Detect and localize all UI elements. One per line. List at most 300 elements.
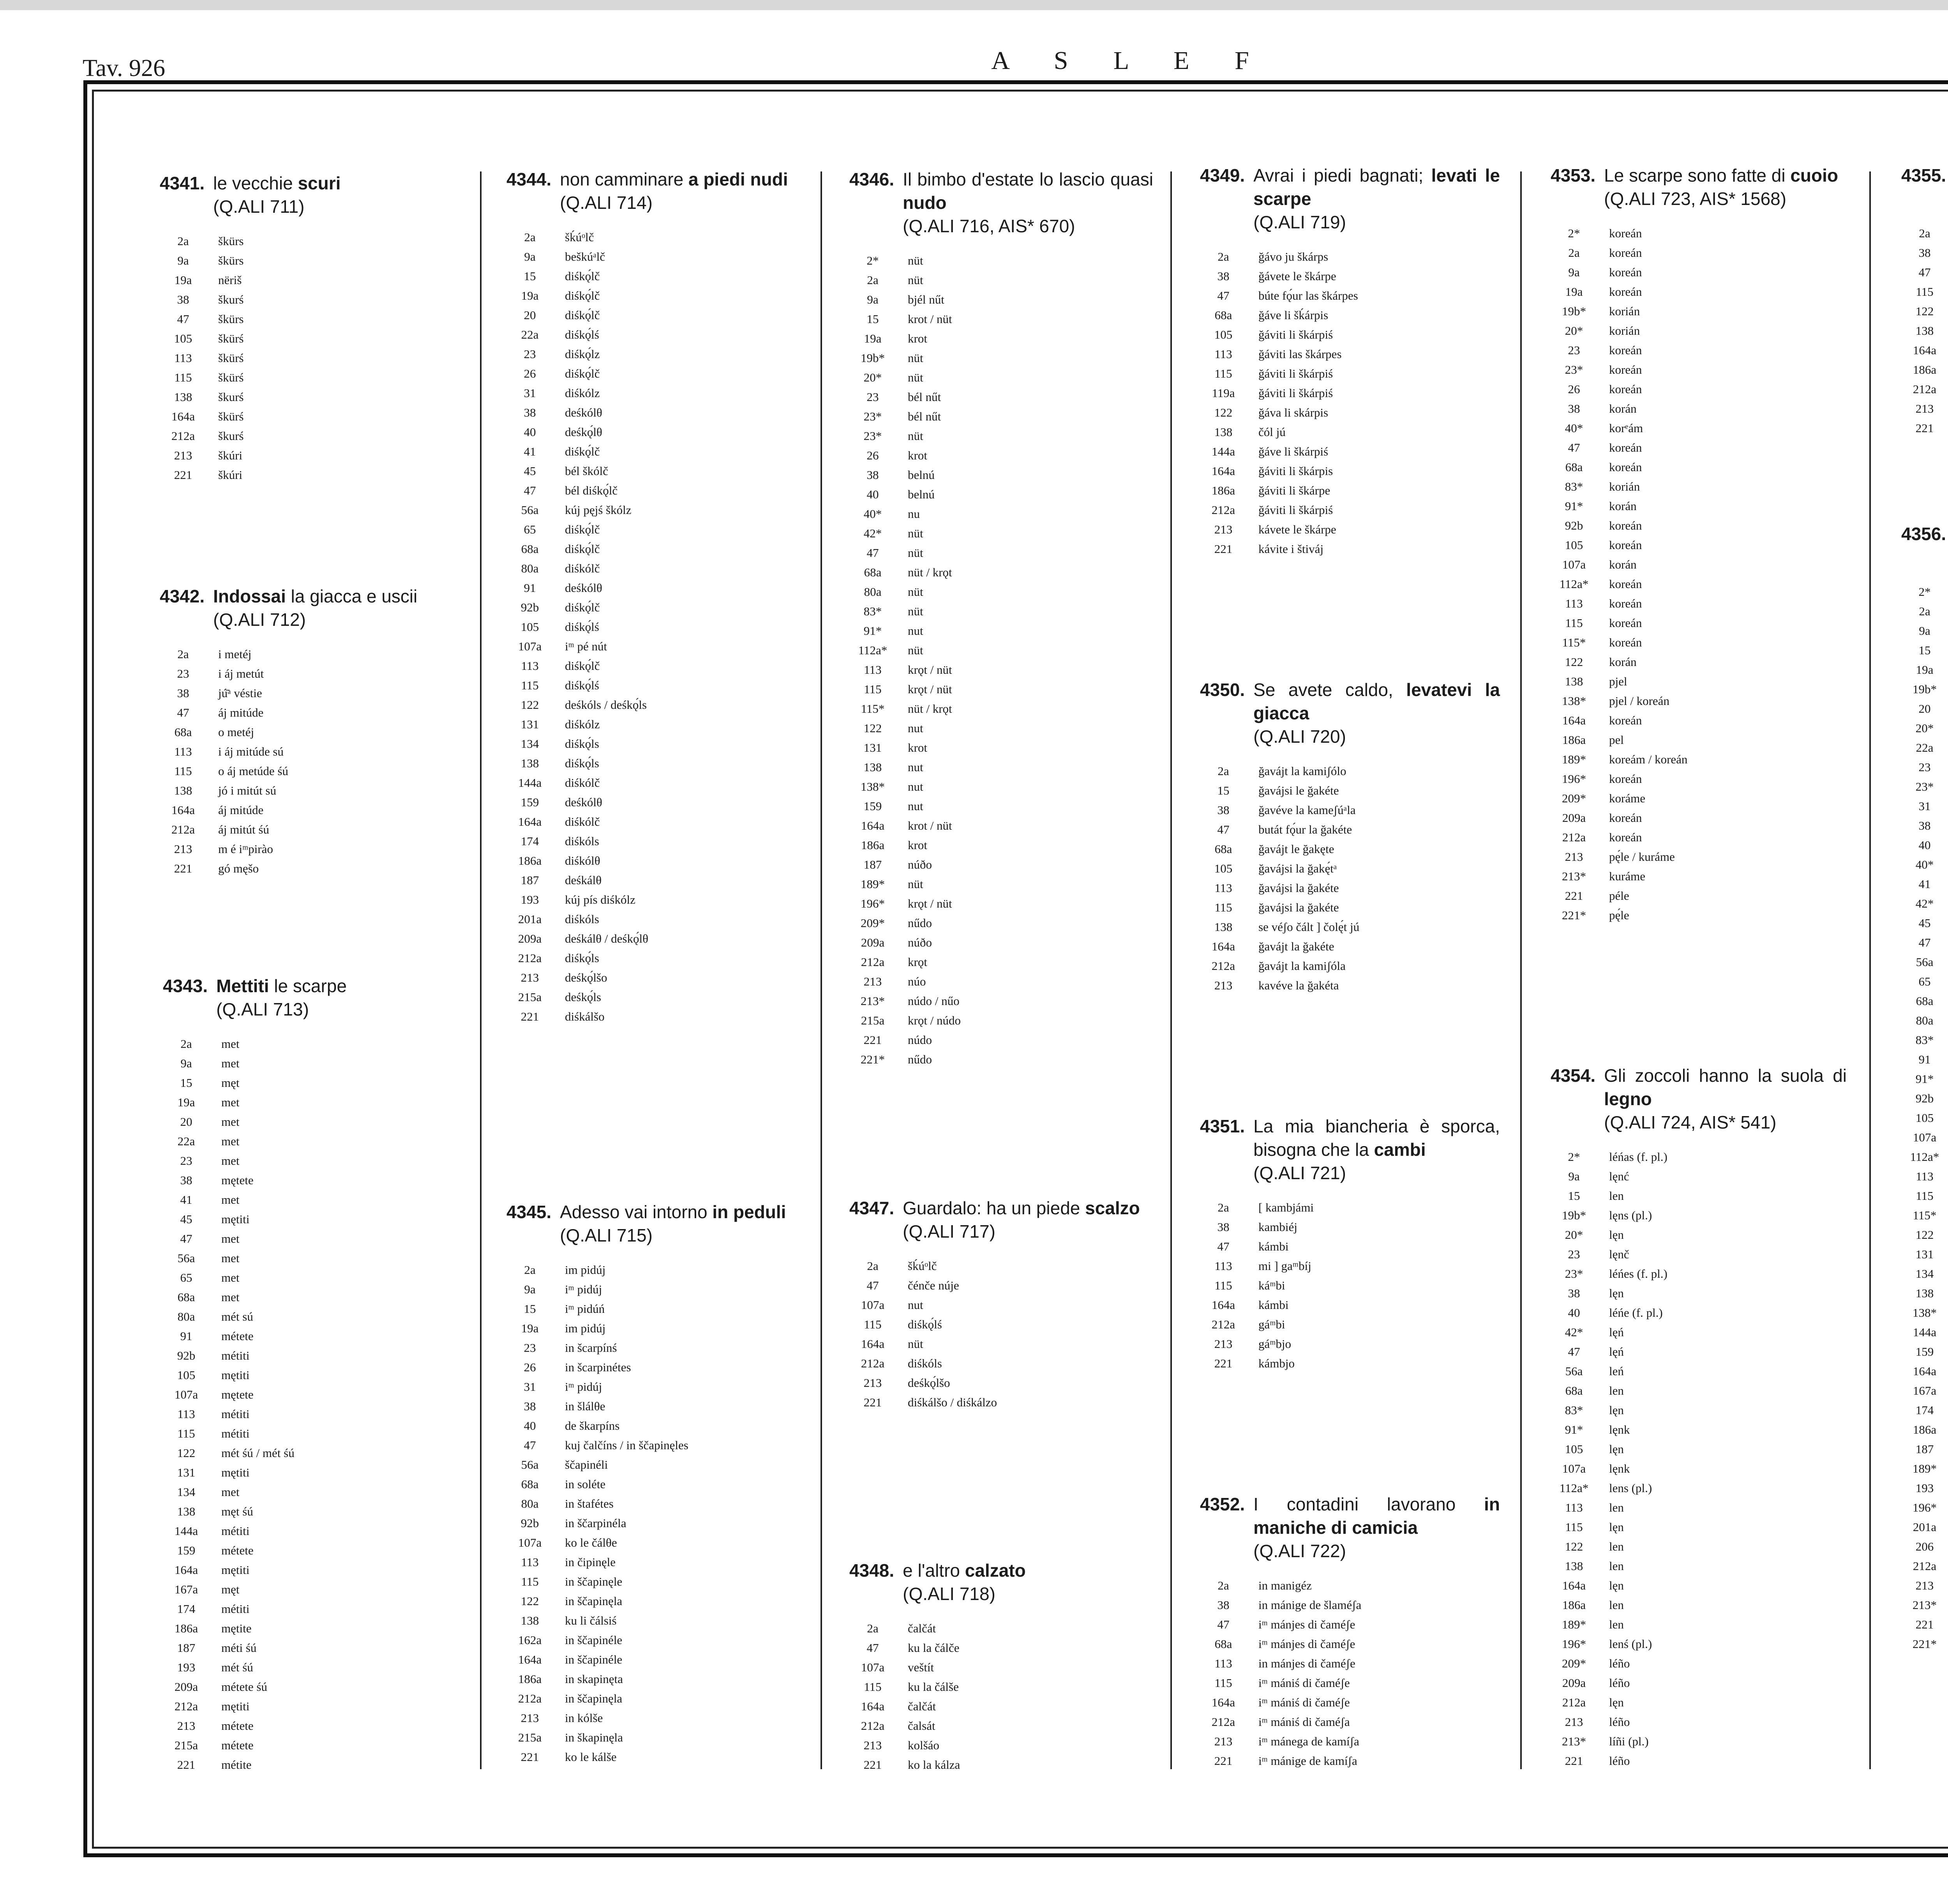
sentence-part: Mettiti <box>216 976 269 996</box>
site-code: 221 <box>521 1750 539 1764</box>
response-row <box>849 368 1153 387</box>
site-code: 47 <box>1217 1240 1230 1253</box>
dialect-form: nüt <box>908 585 923 599</box>
site-code: 2a <box>524 230 536 244</box>
dialect-form: in mánjes di čaméʃe <box>1258 1657 1355 1670</box>
response-row <box>163 1482 447 1502</box>
response-row <box>1551 1186 1847 1206</box>
dialect-form: koreán <box>1609 460 1642 474</box>
response-row <box>849 387 1153 407</box>
site-code: 213 <box>1565 850 1583 864</box>
response-row <box>1551 1673 1847 1693</box>
response-row <box>849 835 1153 855</box>
site-code: 38 <box>1217 803 1230 817</box>
site-code: 19a <box>177 1095 195 1109</box>
site-code: 115 <box>1214 367 1232 380</box>
site-code: 213* <box>1562 1734 1586 1748</box>
site-code: 47 <box>1217 289 1230 302</box>
response-row <box>1200 1295 1500 1315</box>
response-row <box>1551 1167 1847 1186</box>
column-divider <box>480 171 482 1769</box>
site-code: 20* <box>1565 1228 1583 1242</box>
response-row <box>1200 956 1500 976</box>
site-code: 2* <box>866 254 879 267</box>
response-row <box>506 520 803 539</box>
response-row <box>1901 1303 1948 1323</box>
site-code: 68a <box>1565 460 1583 474</box>
dialect-form: léńas (f. pl.) <box>1609 1150 1667 1164</box>
response-row <box>1901 1167 1948 1186</box>
dialect-form: iᵐ mániś di čaméʃa <box>1258 1715 1350 1729</box>
site-code: 42* <box>1915 897 1934 910</box>
site-code: 115 <box>1916 1189 1934 1203</box>
site-code: 138 <box>1915 1286 1934 1300</box>
site-code: 164a <box>1211 464 1235 478</box>
dialect-form: bél diśkǫ́lč <box>565 484 618 497</box>
response-row <box>1551 1323 1847 1342</box>
site-code: 189* <box>1562 1618 1586 1631</box>
site-code: 159 <box>863 799 882 813</box>
dialect-form: krǫt / nüt <box>908 897 952 910</box>
dialect-form: lęn <box>1609 1520 1624 1534</box>
dialect-form: ščapinéli <box>565 1458 608 1471</box>
response-row <box>1551 496 1847 516</box>
response-row <box>1901 1030 1948 1050</box>
site-code: 91* <box>1565 499 1583 513</box>
dialect-form: núdo <box>908 1033 932 1047</box>
entry-number: 4352. <box>1200 1494 1245 1514</box>
site-code: 26 <box>524 1360 536 1374</box>
response-row <box>1901 1362 1948 1381</box>
response-row <box>849 563 1153 582</box>
response-row <box>506 1728 803 1747</box>
dialect-form: [ kambjámi <box>1258 1201 1314 1214</box>
site-code: 215a <box>174 1738 198 1752</box>
site-code: 213 <box>1915 402 1934 415</box>
dialect-form: diśkǫ́lč <box>565 523 600 536</box>
site-code: 113 <box>1916 1169 1934 1183</box>
dialect-form: léńes (f. pl.) <box>1609 1267 1667 1281</box>
dialect-form: nut <box>908 780 923 793</box>
site-code: 122 <box>521 1594 539 1608</box>
site-code: 47 <box>1217 1618 1230 1631</box>
site-code: 212a <box>861 1356 885 1370</box>
site-code: 56a <box>177 1251 195 1265</box>
response-row <box>506 1708 803 1728</box>
response-row <box>163 1132 447 1151</box>
response-row <box>1901 991 1948 1011</box>
site-code: 20* <box>1915 721 1934 735</box>
dialect-form: koreán <box>1609 636 1642 649</box>
site-code: 23 <box>1918 760 1931 774</box>
site-code: 105 <box>521 620 539 634</box>
site-code: 138 <box>521 756 539 770</box>
response-row <box>160 251 444 270</box>
site-code: 105 <box>1214 328 1233 341</box>
site-code: 9a <box>180 1056 192 1070</box>
site-code: 47 <box>524 484 536 497</box>
response-row <box>1901 758 1948 777</box>
site-code: 201a <box>1913 1520 1937 1534</box>
site-code: 138 <box>174 390 192 404</box>
dialect-form: métiti <box>221 1602 250 1616</box>
site-code: 68a <box>1214 308 1232 322</box>
dialect-form: ko le čálθe <box>565 1536 617 1549</box>
site-code: 38 <box>1918 246 1931 260</box>
dialect-form: áj mitút śú <box>218 823 269 836</box>
entry-header <box>1901 522 1948 569</box>
site-code: 144a <box>1913 1325 1937 1339</box>
response-row <box>163 1229 447 1249</box>
dialect-form: koreán <box>1609 714 1642 727</box>
sentence-part: nudo <box>903 193 947 213</box>
site-code: 209a <box>518 932 542 945</box>
dialect-form: koráme <box>1609 791 1645 805</box>
entry-number: 4346. <box>849 169 895 189</box>
entry-sentence <box>903 168 1153 238</box>
dialect-form: korᵉám <box>1609 421 1643 435</box>
site-code: 115 <box>174 371 192 384</box>
response-row <box>1551 1732 1847 1751</box>
dialect-form: métete <box>221 1719 254 1733</box>
response-row <box>160 290 444 309</box>
site-code: 221 <box>1915 421 1934 435</box>
site-code: 107a <box>518 639 542 653</box>
response-row <box>1551 1498 1847 1517</box>
entry-number: 4350. <box>1200 680 1245 700</box>
entry-4353 <box>1551 164 1847 925</box>
site-code: 2a <box>177 234 189 248</box>
dialect-form: škürs <box>218 254 244 267</box>
response-row <box>163 1658 447 1677</box>
response-row <box>1901 1245 1948 1264</box>
site-code: 119a <box>1212 386 1235 400</box>
dialect-form: korán <box>1609 402 1637 415</box>
dialect-form: deśkǫ́lθ <box>565 425 602 439</box>
dialect-form: čénče núje <box>908 1279 959 1292</box>
response-row <box>1200 364 1500 383</box>
site-code: 2* <box>1918 585 1931 599</box>
site-code: 38 <box>1217 1220 1230 1234</box>
responses-list <box>1200 761 1500 995</box>
dialect-form: beškúᵃlč <box>565 250 605 263</box>
response-row <box>1200 898 1500 917</box>
response-row <box>849 855 1153 874</box>
dialect-form: krot / nüt <box>908 312 952 326</box>
dialect-form: kávete le škárpe <box>1258 523 1336 536</box>
response-row <box>1551 1634 1847 1654</box>
response-row <box>506 1669 803 1689</box>
response-row <box>1551 1264 1847 1284</box>
site-code: 164a <box>518 815 542 828</box>
response-row <box>160 722 444 742</box>
dialect-form: ğavájsi le ğakéte <box>1258 784 1339 797</box>
site-code: 26 <box>866 449 879 462</box>
response-row <box>160 703 444 722</box>
site-code: 144a <box>174 1524 198 1538</box>
site-code: 212a <box>518 951 542 965</box>
site-code: 47 <box>1918 936 1931 949</box>
site-code: 174 <box>521 834 539 848</box>
site-code: 138 <box>1565 1559 1583 1573</box>
response-row <box>1200 1217 1500 1237</box>
site-code: 2a <box>867 1259 879 1273</box>
response-row <box>506 559 803 578</box>
response-row <box>1551 1420 1847 1439</box>
response-row <box>1901 341 1948 360</box>
response-row <box>1551 1654 1847 1673</box>
response-row <box>1901 1128 1948 1147</box>
responses-list <box>506 1260 803 1767</box>
dialect-form: koreán <box>1609 597 1642 610</box>
site-code: 47 <box>524 1438 536 1452</box>
site-code: 107a <box>174 1388 198 1401</box>
dialect-form: métiti <box>221 1427 250 1440</box>
dialect-form: núðo <box>908 858 932 871</box>
site-code: 26 <box>524 367 536 380</box>
site-code: 80a <box>521 1497 539 1510</box>
dialect-form: diśkǫ́lś <box>565 328 599 341</box>
dialect-form: im pidúj <box>565 1321 606 1335</box>
dialect-form: lęnć <box>1609 1169 1629 1183</box>
response-row <box>1901 1478 1948 1498</box>
dialect-form: iᵐ pé nút <box>565 639 607 653</box>
site-code: 107a <box>518 1536 542 1549</box>
column-divider <box>1170 171 1172 1769</box>
response-row <box>163 1736 447 1755</box>
dialect-form: škürs <box>218 234 244 248</box>
dialect-form: núo <box>908 975 926 988</box>
site-code: 83* <box>1565 480 1583 493</box>
dialect-form: káᵐbi <box>1258 1279 1285 1292</box>
site-code: 115 <box>521 678 539 692</box>
site-code: 213* <box>861 994 885 1008</box>
dialect-form: diśkǫ́lč <box>565 269 600 283</box>
dialect-form: škürś <box>218 371 244 384</box>
dialect-form: škürś <box>218 351 244 365</box>
response-row <box>849 972 1153 991</box>
site-code: 212a <box>861 955 885 969</box>
response-row <box>506 832 803 851</box>
responses-list <box>160 231 444 485</box>
site-code: 213 <box>177 1719 196 1733</box>
response-row <box>506 948 803 968</box>
dialect-form: in kólše <box>565 1711 603 1725</box>
response-row <box>1551 263 1847 282</box>
response-row <box>1551 633 1847 652</box>
site-code: 144a <box>518 776 542 790</box>
response-row <box>160 742 444 761</box>
entry-4348 <box>849 1559 1153 1775</box>
site-code: 9a <box>1568 265 1580 279</box>
dialect-form: len <box>1609 1189 1624 1203</box>
dialect-form: ğavájsi la ğakéte <box>1258 901 1339 914</box>
response-row <box>1200 781 1500 800</box>
site-code: 196* <box>1913 1501 1937 1514</box>
response-row <box>1200 761 1500 781</box>
site-code: 40* <box>1915 858 1934 871</box>
response-row <box>1551 789 1847 808</box>
dialect-form: lęn <box>1609 1442 1624 1456</box>
dialect-form: diśkǫ́lś <box>565 620 599 634</box>
response-row <box>506 442 803 461</box>
dialect-form: in šcarpínś <box>565 1341 617 1355</box>
response-row <box>1901 913 1948 933</box>
site-code: 115 <box>174 764 192 778</box>
dialect-form: métete <box>221 1544 254 1557</box>
response-row <box>1901 1556 1948 1576</box>
dialect-form: deśkálθ <box>565 873 602 887</box>
site-code: 212a <box>171 429 195 443</box>
dialect-form: len <box>1609 1540 1624 1553</box>
response-row <box>1901 816 1948 835</box>
dialect-form: korán <box>1609 558 1637 571</box>
response-row <box>1901 1186 1948 1206</box>
dialect-form: núðo <box>908 936 932 949</box>
dialect-form: bél škólč <box>565 464 609 478</box>
scan-edge <box>0 0 1948 10</box>
site-code: 115 <box>1214 1676 1232 1690</box>
site-code: 187 <box>1915 1442 1934 1456</box>
dialect-form: im pidúj <box>565 1263 606 1277</box>
dialect-form: gáᵐbjo <box>1258 1337 1292 1351</box>
site-code: 68a <box>174 725 192 739</box>
entry-number: 4345. <box>506 1202 552 1222</box>
site-code: 186a <box>518 854 542 867</box>
response-row <box>1551 224 1847 243</box>
site-code: 23* <box>1915 780 1934 793</box>
site-code: 47 <box>866 1279 879 1292</box>
dialect-form: kúj pís diśkólz <box>565 893 635 906</box>
response-row <box>1200 1276 1500 1295</box>
entry-header <box>849 1559 1153 1606</box>
response-row <box>160 407 444 426</box>
dialect-form: nëriš <box>218 273 242 287</box>
dialect-form: péle <box>1609 889 1629 903</box>
sentence-part: in maniche di camicia <box>1253 1494 1500 1538</box>
response-row <box>849 582 1153 602</box>
response-row <box>1551 1478 1847 1498</box>
sentence-part: calzato <box>965 1560 1026 1581</box>
response-row <box>1551 1517 1847 1537</box>
entry-reference: (Q.ALI 713) <box>216 999 309 1019</box>
response-row <box>849 1030 1153 1050</box>
site-code: 164a <box>171 410 195 423</box>
site-code: 115 <box>1214 901 1232 914</box>
response-row <box>849 680 1153 699</box>
site-code: 138 <box>521 1614 539 1627</box>
response-row <box>849 446 1153 465</box>
response-row <box>1551 711 1847 730</box>
dialect-form: korán <box>1609 655 1637 669</box>
response-row <box>1551 1284 1847 1303</box>
response-row <box>1901 952 1948 972</box>
dialect-form: krot <box>908 838 927 852</box>
site-code: 221 <box>1565 1754 1583 1768</box>
response-row <box>849 758 1153 777</box>
dialect-form: šḱúᵒlč <box>565 230 594 244</box>
response-row <box>1200 1654 1500 1673</box>
dialect-form: méti śú <box>221 1641 257 1655</box>
dialect-form: met <box>221 1485 240 1499</box>
dialect-form: lęń <box>1609 1325 1624 1339</box>
column-divider <box>820 171 822 1769</box>
response-row <box>163 1346 447 1365</box>
response-row <box>163 1580 447 1599</box>
site-code: 15 <box>866 312 879 326</box>
response-row <box>849 1373 1153 1393</box>
site-code: 38 <box>866 468 879 482</box>
site-code: 167a <box>1913 1384 1937 1397</box>
site-code: 196* <box>1562 1637 1586 1651</box>
dialect-form: lęn <box>1609 1696 1624 1709</box>
dialect-form: met <box>221 1154 240 1167</box>
dialect-form: diśkǫ́lz <box>565 347 600 361</box>
dialect-form: pjel / koreán <box>1609 694 1669 708</box>
site-code: 213 <box>174 842 192 856</box>
site-code: 131 <box>521 717 539 731</box>
response-row <box>163 1073 447 1093</box>
site-code: 164a <box>861 819 885 832</box>
sentence-part: legno <box>1604 1089 1652 1109</box>
response-row <box>849 465 1153 485</box>
sentence-part: Le scarpe sono fatte di <box>1604 165 1791 185</box>
dialect-form: koreán <box>1609 382 1642 396</box>
site-code: 164a <box>518 1653 542 1666</box>
response-row <box>1901 1342 1948 1362</box>
response-row <box>1551 1401 1847 1420</box>
dialect-form: diśkólz <box>565 386 600 400</box>
entry-reference: (Q.ALI 712) <box>213 609 306 630</box>
entry-4352 <box>1200 1492 1500 1771</box>
dialect-form: lęnč <box>1609 1247 1629 1261</box>
dialect-form: núdo / nűo <box>908 994 960 1008</box>
response-row <box>160 859 444 878</box>
entry-number: 4341. <box>160 173 205 193</box>
entry-sentence <box>213 585 444 631</box>
sentence-part: Indossai <box>213 586 286 606</box>
site-code: 115* <box>861 702 885 715</box>
dialect-form: kambiéj <box>1258 1220 1297 1234</box>
entry-number: 4356. <box>1901 524 1946 544</box>
entry-sentence <box>903 1559 1153 1606</box>
site-code: 138 <box>1915 324 1934 337</box>
response-row <box>849 329 1153 348</box>
response-row <box>1200 1256 1500 1276</box>
response-row <box>1200 286 1500 306</box>
site-code: 209* <box>1562 791 1586 805</box>
site-code: 80a <box>521 562 539 575</box>
site-code: 15 <box>1568 1189 1580 1203</box>
response-row <box>849 913 1153 933</box>
responses-list <box>1200 1576 1500 1771</box>
site-code: 221 <box>863 1033 882 1047</box>
response-row <box>506 344 803 364</box>
response-row <box>849 543 1153 563</box>
dialect-form: ku la čálče <box>908 1641 960 1655</box>
site-code: 38 <box>177 686 189 700</box>
response-row <box>1551 243 1847 263</box>
site-code: 213 <box>1915 1579 1934 1592</box>
dialect-form: škurś <box>218 293 244 306</box>
site-code: 113 <box>1565 1501 1583 1514</box>
dialect-form: čalsát <box>908 1719 935 1733</box>
response-row <box>1901 1264 1948 1284</box>
response-row <box>1901 1615 1948 1634</box>
dialect-form: deśkǫ́lšo <box>565 971 607 984</box>
sentence-part: le scarpe <box>269 976 347 996</box>
response-row <box>849 933 1153 952</box>
